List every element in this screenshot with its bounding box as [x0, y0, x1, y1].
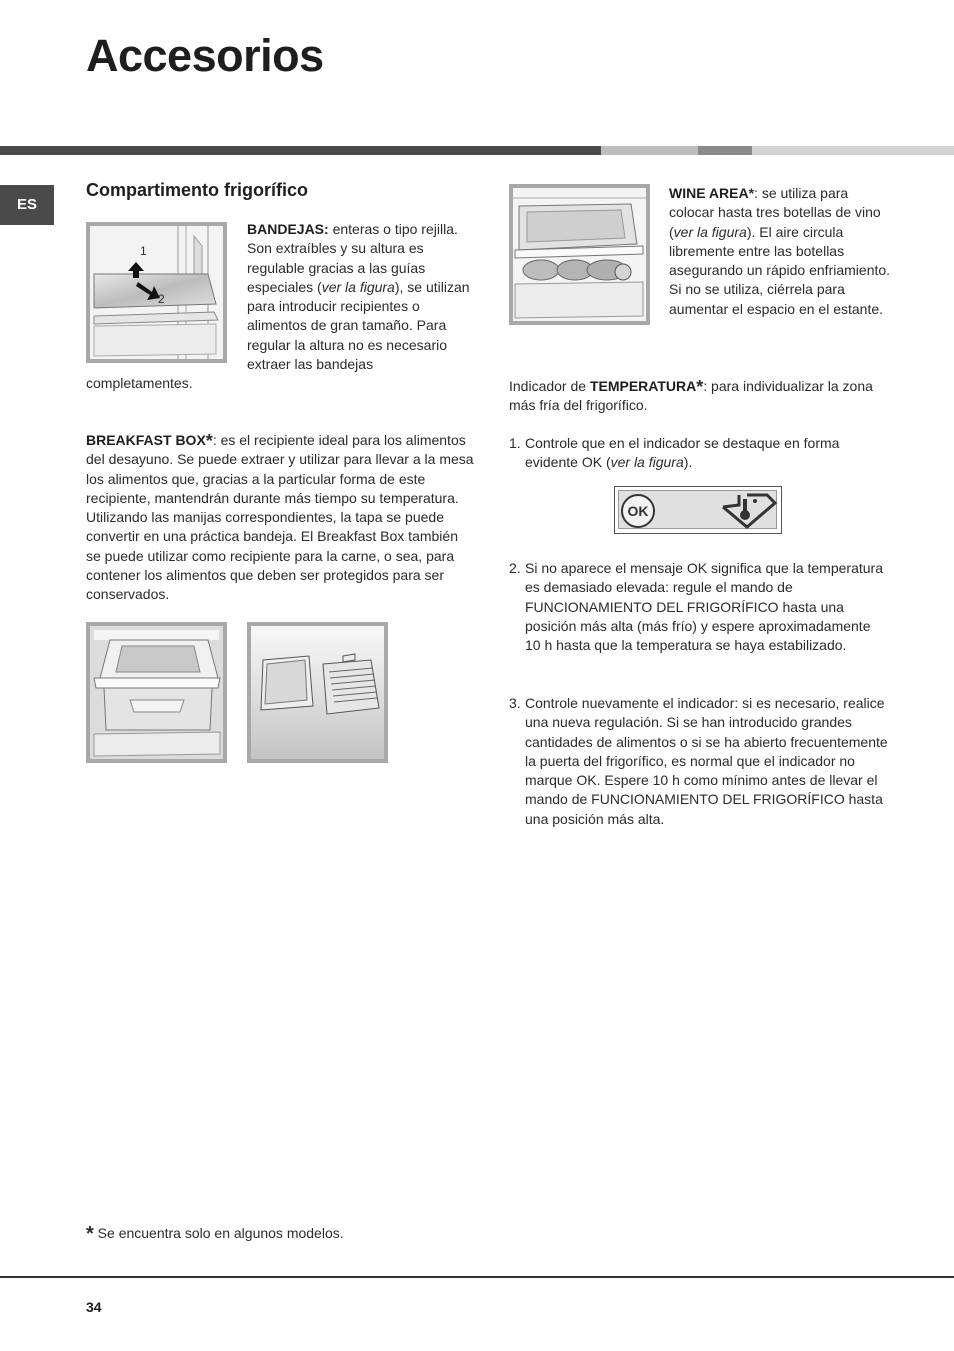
wine-area-figure [509, 184, 650, 325]
arrow-label-2: 2 [158, 292, 165, 306]
shelf-figure [86, 222, 227, 363]
footnote [86, 1223, 344, 1243]
breakfast-paragraph [86, 430, 476, 605]
bandejas-text-1: enteras o tipo rejilla. Son extraíbles y su altura es regulable gracias a las guías especiales ( [247, 221, 458, 295]
step-italic: ver la figura [610, 454, 684, 471]
bandejas-label: BANDEJAS: [247, 221, 329, 237]
bandejas-tail: completamentes. [86, 375, 193, 391]
header-bar-light [752, 146, 954, 155]
page-title: Accesorios [86, 30, 324, 81]
bandejas-paragraph [247, 220, 477, 374]
breakfast-star: * [205, 431, 213, 451]
step-number: 2. [509, 560, 521, 576]
indicator-step-list-1 [509, 434, 889, 473]
indicator-step-list-2 [509, 559, 889, 655]
arrow-label-1: 1 [140, 244, 147, 258]
temperature-indicator-figure [614, 486, 782, 534]
bandejas-text-2: ), se utilizan para introducir recipientes o alimentos de gran tamaño. Para regular la altura no es necesario extraer las bandejas [247, 278, 470, 373]
wine-italic: ver la figura [673, 223, 747, 240]
indicator-step-list-3 [509, 694, 889, 829]
step-end: ). [683, 454, 693, 471]
step-number: 1. [509, 435, 521, 451]
breakfast-box-fridge-figure [86, 622, 227, 763]
footnote-text: Se encuentra solo en algunos modelos. [93, 1225, 344, 1241]
section-heading: Compartimento frigorífico [86, 180, 309, 200]
step-text: Si no aparece el mensaje OK significa que la temperatura es demasiado elevada: regule el mando de FUNCIONAMIENTO DEL FRIGORÍFICO hasta una posición más alta (más frío) y espere aproximadamente 10 h hasta que la temperatura se haya estabilizado. [525, 560, 883, 654]
wine-text-1: : se utiliza para colocar hasta tres botellas de vino ( [669, 185, 881, 240]
footnote-star: * [86, 1223, 94, 1245]
thermometer-symbol-icon [719, 491, 779, 529]
breakfast-box-tray-figure [247, 622, 388, 763]
step-text: Controle que en el indicador se destaque en forma evidente OK ( [525, 435, 840, 471]
indicator-intro [509, 376, 889, 416]
page-number: 34 [86, 1299, 102, 1315]
indicator-step [509, 559, 889, 655]
wine-star: * [748, 185, 755, 201]
ok-badge [621, 494, 655, 528]
ok-label: OK [627, 503, 649, 519]
indicator-label: TEMPERATURA [589, 378, 697, 394]
header-bar-mid [601, 146, 698, 155]
indicator-star: * [696, 377, 704, 397]
footer-rule [0, 1276, 954, 1278]
indicator-step [509, 434, 889, 473]
language-tab: ES [0, 185, 54, 225]
wine-paragraph [669, 184, 891, 319]
step-text: Controle nuevamente el indicador: si es necesario, realice una nueva regulación. Si se han introducido grandes cantidades de alimentos o si se ha abierto frecuentemente la puerta del frigorífico, es normal que el indicador no marque OK. Espere 10 h como mínimo antes de llevar el mando de FUNCIONAMIENTO DEL FRIGORÍFICO hasta una posición más alta. [525, 695, 888, 827]
header-bar-dark [0, 146, 601, 155]
wine-text-2: ). El aire circula libremente entre las botellas asegurando un rápido enfriamiento. Si no se utiliza, ciérrela para aumentar el espacio en el estante. [669, 223, 891, 317]
indicator-text: : para individualizar la zona más fría del frigorífico. [509, 378, 873, 414]
bandejas-italic: ver la figura [321, 278, 395, 295]
header-bar-accent [698, 146, 752, 155]
wine-label: WINE AREA [669, 185, 749, 201]
indicator-intro-text: Indicador de [509, 378, 590, 394]
breakfast-text: : es el recipiente ideal para los alimentos del desayuno. Se puede extraer y utilizar para llevar a la mesa los alimentos que, gracias a la particular forma de este recipiente, mantendrán durante más tiempo su temperatura. Utilizando las manijas correspondientes, la tapa se puede convertir en una práctica bandeja. El Breakfast Box también se puede utilizar como recipiente para la carne, o sea, para contener los alimentos que deben ser protegidos para ser conservados. [86, 432, 474, 603]
breakfast-label: BREAKFAST BOX [86, 432, 206, 448]
step-number: 3. [509, 695, 521, 711]
indicator-step [509, 694, 889, 829]
